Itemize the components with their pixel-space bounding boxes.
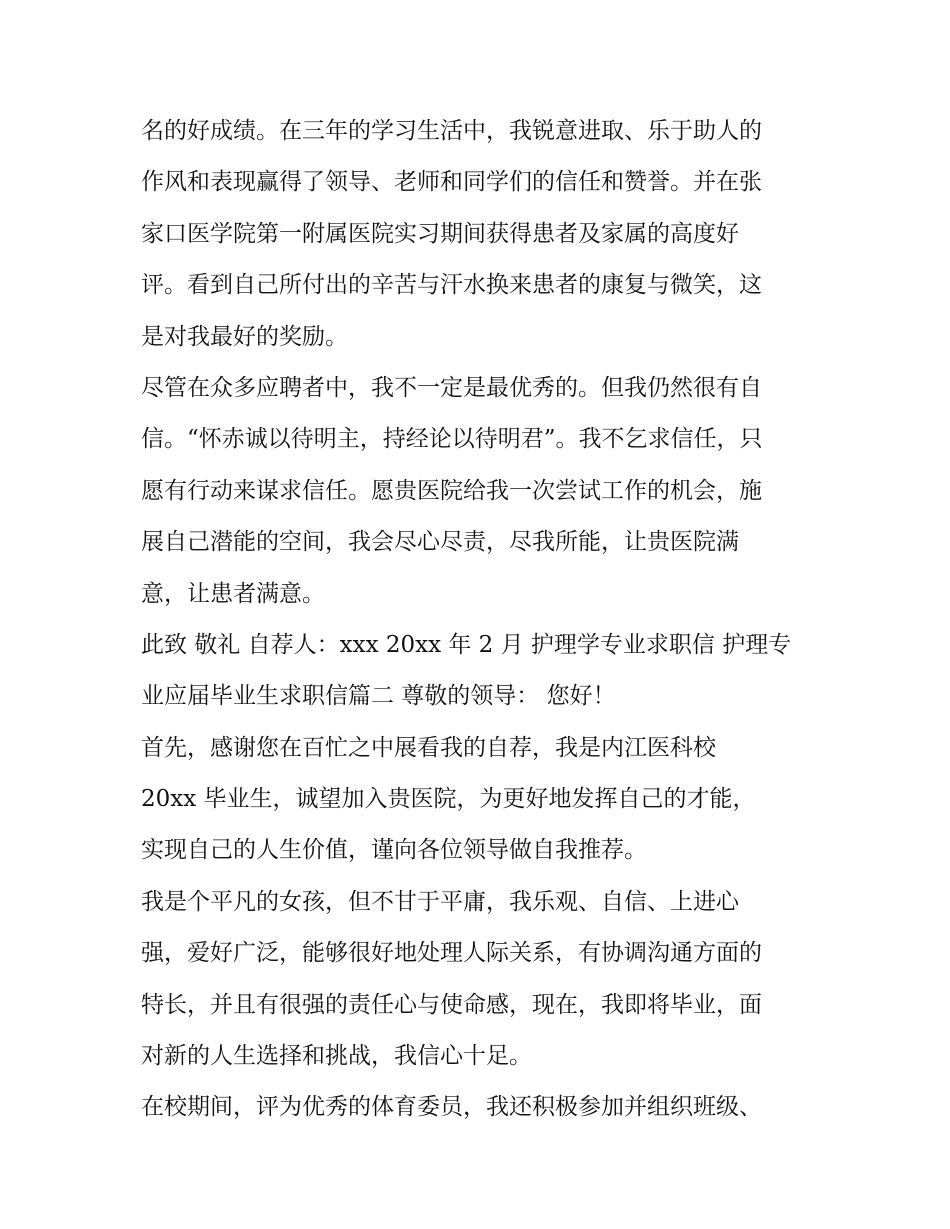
text-line: 意，让患者满意。 (141, 580, 325, 607)
text-line: 评。看到自己所付出的辛苦与汗水换来患者的康复与微笑，这 (141, 272, 762, 299)
text-line: 对新的人生选择和挑战，我信心十足。 (141, 1043, 532, 1070)
text-line: 名的好成绩。在三年的学习生活中，我锐意进取、乐于助人的 (141, 118, 762, 144)
text-line: 是对我最好的奖励。 (141, 323, 348, 350)
document-body (141, 106, 821, 1134)
text-line: 业应届毕业生求职信篇二 尊敬的领导： 您好！ (141, 683, 616, 710)
text-line: 特长，并且有很强的责任心与使命感，现在，我即将毕业，面 (141, 991, 762, 1018)
text-line: 愿有行动来谋求信任。愿贵医院给我一次尝试工作的机会，施 (141, 477, 762, 504)
text-line: 20xx 毕业生，诚望加入贵医院，为更好地发挥自己的才能， (141, 786, 756, 813)
text-line: 信。“怀赤诚以待明主，持经论以待明君”。我不乞求信任，只 (141, 426, 763, 453)
text-line: 我是个平凡的女孩，但不甘于平庸，我乐观、自信、上进心 (141, 888, 739, 915)
text-line: 实现自己的人生价值，谨向各位领导做自我推荐。 (141, 837, 647, 864)
text-line: 在校期间，评为优秀的体育委员，我还积极参加并组织班级、 (141, 1094, 762, 1121)
text-line: 展自己潜能的空间，我会尽心尽责，尽我所能，让贵医院满 (141, 529, 739, 556)
text-line: 家口医学院第一附属医院实习期间获得患者及家属的高度好 (141, 220, 739, 247)
text-line: 此致 敬礼 自荐人：xxx 20xx 年 2 月 护理学专业求职信 护理专 (141, 631, 792, 658)
text-line: 强，爱好广泛，能够很好地处理人际关系，有协调沟通方面的 (141, 940, 762, 967)
text-line: 作风和表现赢得了领导、老师和同学们的信任和赞誉。并在张 (141, 169, 762, 196)
text-line: 首先，感谢您在百忙之中展看我的自荐，我是内江医科校 (141, 734, 716, 761)
text-line: 尽管在众多应聘者中，我不一定是最优秀的。但我仍然很有自 (141, 374, 762, 401)
